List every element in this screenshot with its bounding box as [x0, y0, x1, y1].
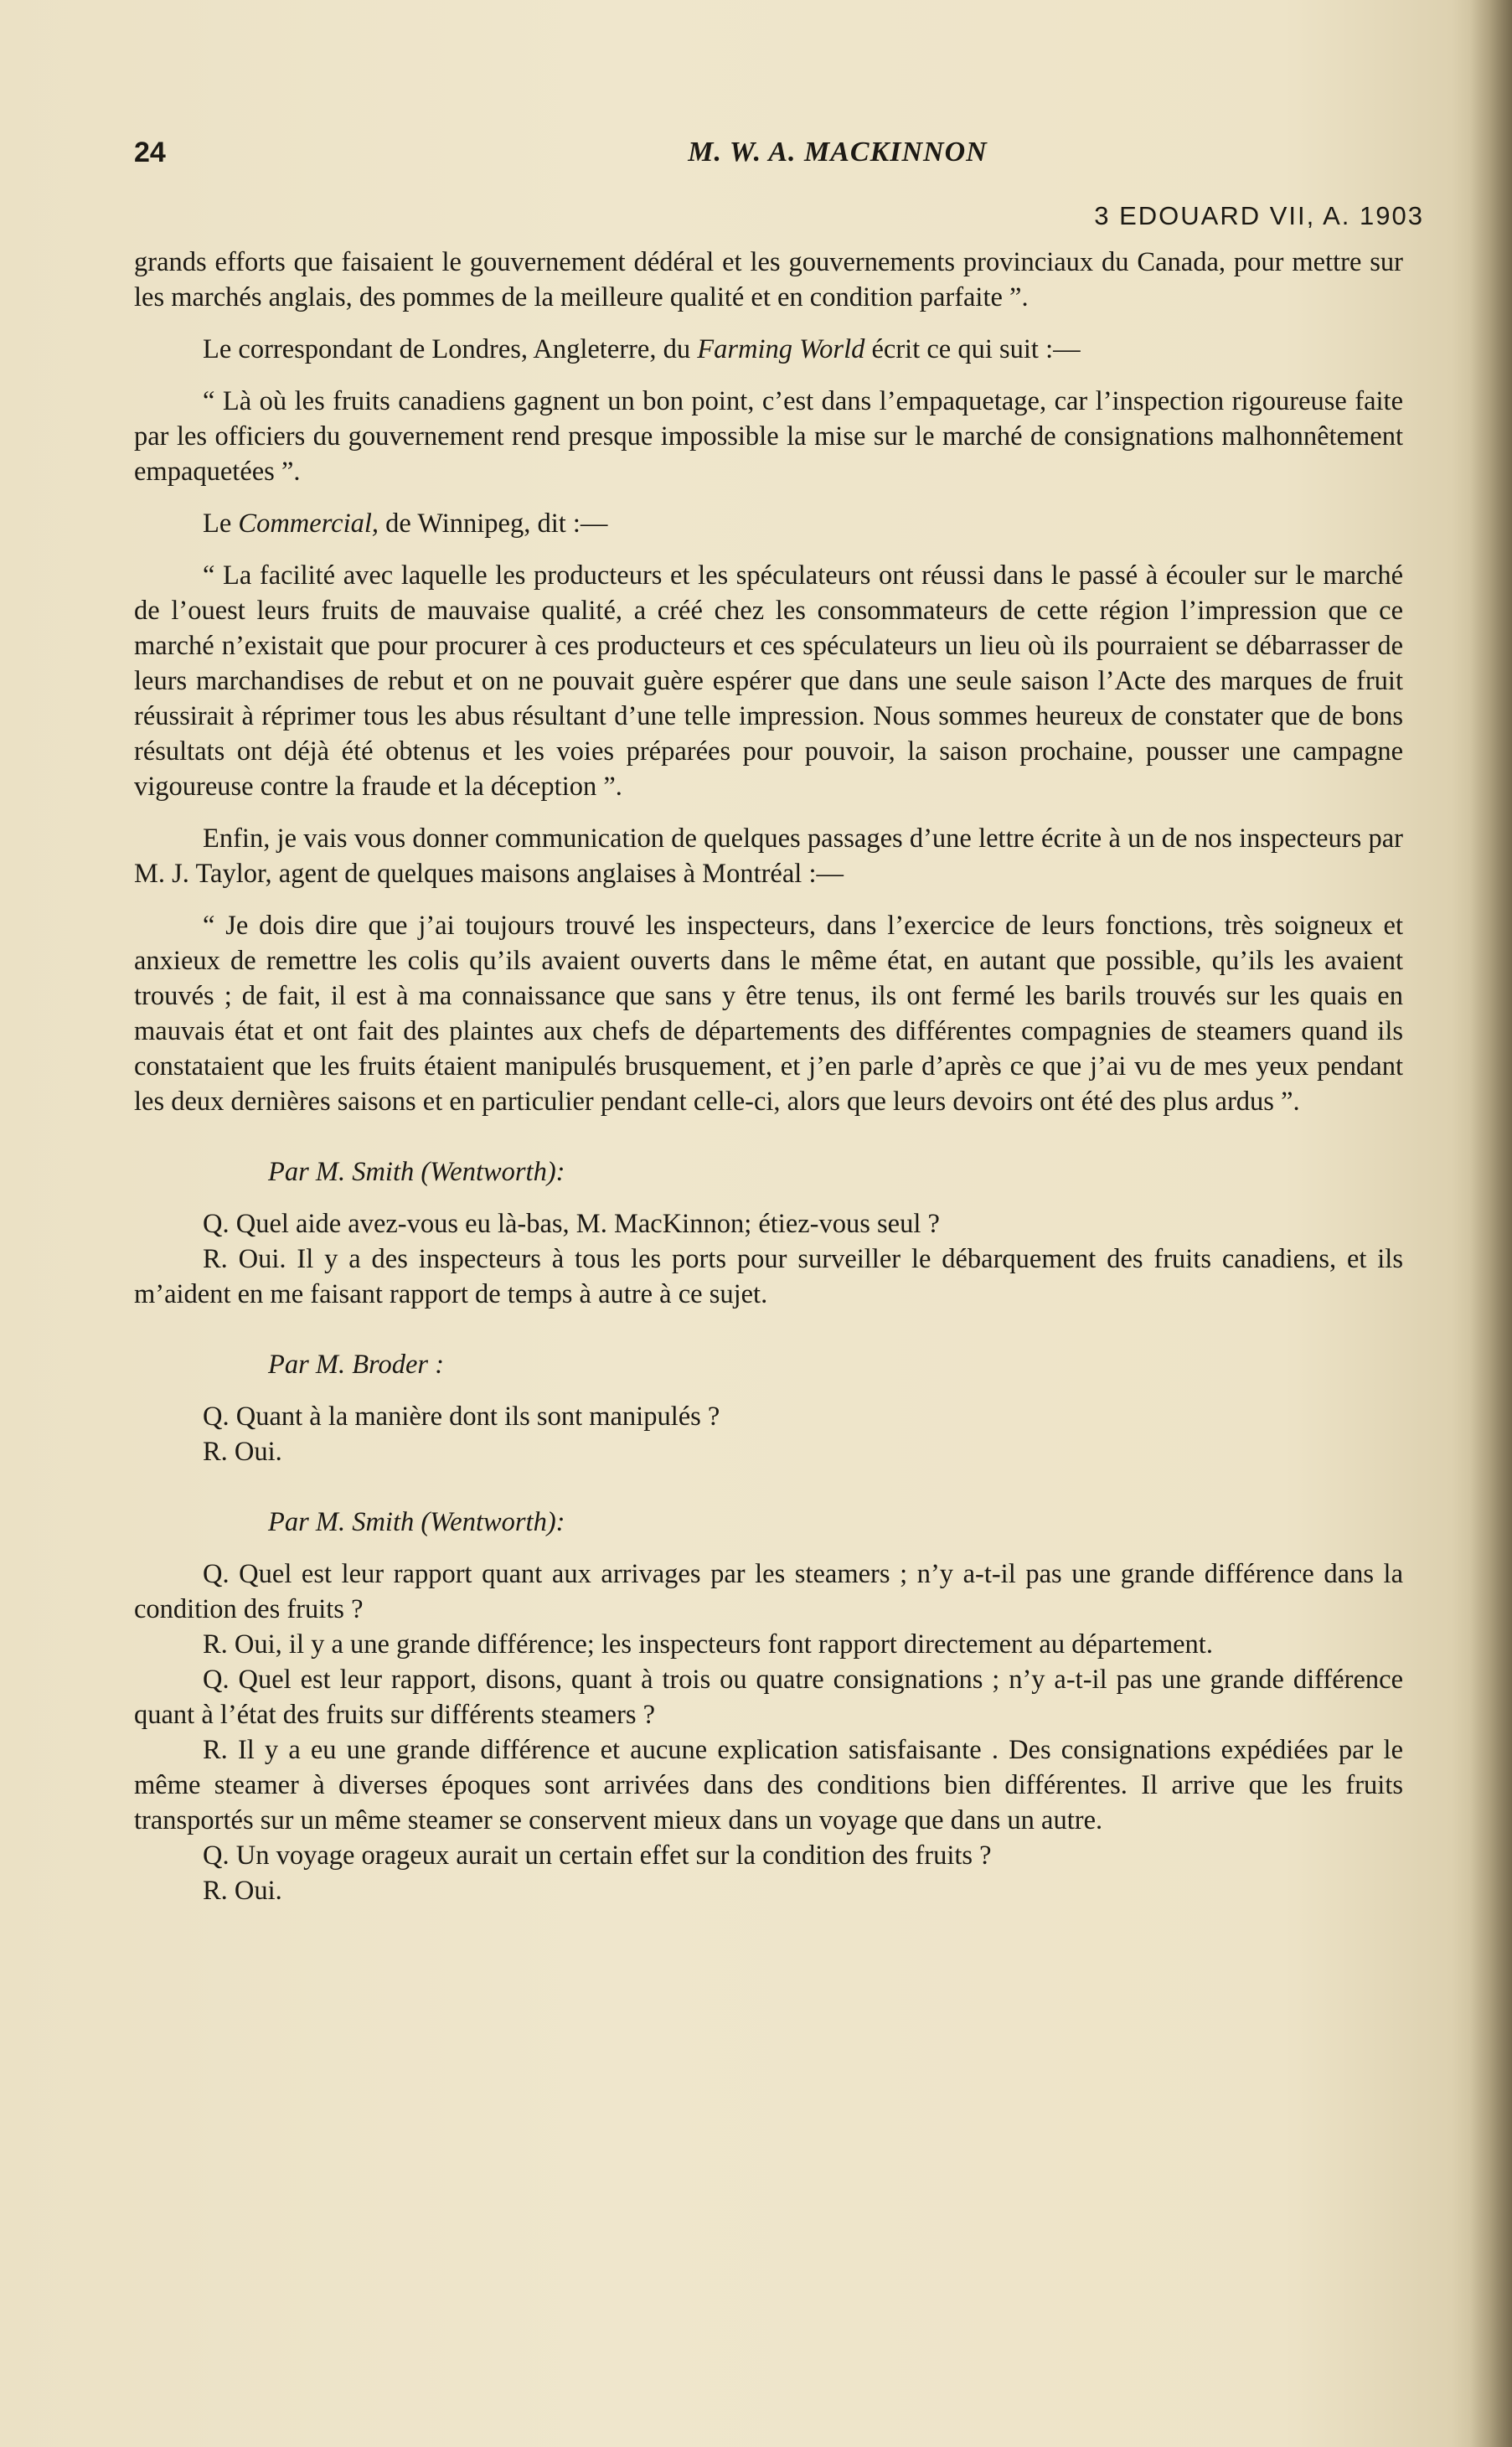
answer: R. Oui.	[203, 1437, 282, 1467]
book-spine-shadow	[1470, 0, 1512, 2447]
answer: R. Oui.	[203, 1876, 282, 1906]
answer: R. Il y a eu une grande différence et aucune explication satisfaisante . Des consignations expédiées par le même steamer à diverses époques sont arrivées dans des conditions bien différentes. Il arrive que les fruits transportés sur un même steamer se conservent mieux dans un voyage que dans un autre.	[134, 1735, 1403, 1835]
text-run: Le correspondant de Londres, Angleterre, du	[203, 334, 698, 364]
answer: R. Oui, il y a une grande différence; les inspecteurs font rapport directement au département.	[203, 1629, 1213, 1660]
text-run: Le	[203, 509, 239, 539]
paragraph-commercial-intro	[134, 506, 1403, 541]
question: Q. Quel aide avez-vous eu là-bas, M. MacKinnon; étiez-vous seul ?	[203, 1209, 940, 1239]
paragraph-taylor-intro: Enfin, je vais vous donner communication de quelques passages d’une lettre écrite à un de nos inspecteurs par M. J. Taylor, agent de quelques maisons anglaises à Montréal :—	[134, 823, 1403, 889]
running-head: M. W. A. MACKINNON	[688, 137, 988, 168]
page-header	[134, 137, 1403, 178]
quote-commercial: “ La facilité avec laquelle les producteurs et les spéculateurs ont réussi dans le passé à écouler sur le marché de l’ouest leurs fruits de mauvaise qualité, a créé chez les consommateurs de cette région l’impression que ce marché n’existait que pour procurer à ces producteurs et ces spéculateurs un lieu où ils pourraient se débarrasser de leurs marchandises de rebut et on ne pouvait guère espérer que dans une seule saison l’Acte des marques de fruit réussirait à réprimer tous les abus résultant d’une telle impression. Nous sommes heureux de constater que de bons résultats ont déjà été obtenus et les voies préparées pour pouvoir, la saison prochaine, pousser une campagne vigoureuse contre la fraude et la déception ”.	[134, 560, 1403, 802]
paragraph-farming-world-intro	[134, 332, 1403, 367]
speaker-heading: Par M. Smith (Wentworth):	[268, 1157, 565, 1187]
speaker-heading: Par M. Broder :	[268, 1350, 445, 1380]
session-reference: 3 EDOUARD VII, A. 1903	[1094, 201, 1424, 230]
question: Q. Quel est leur rapport, disons, quant à trois ou quatre consignations ; n’y a-t-il pas une grande différence quant à l’état des fruits sur différents steamers ?	[134, 1665, 1403, 1730]
quote-taylor: “ Je dois dire que j’ai toujours trouvé les inspecteurs, dans l’exercice de leurs fonctions, très soigneux et anxieux de remettre les colis qu’ils avaient ouverts dans le même état, en autant que possible, qu’ils les avaient trouvés ; de fait, il est à ma connaissance que sans y être tenus, ils ont fermé les barils trouvés sur les quais en mauvais état et ont fait des plaintes aux chefs de départements des différentes compagnies de steamers quand ils constataient que les fruits étaient manipulés brusquement, et j’en parle d’après ce que j’ai vu de mes yeux pendant les deux dernières saisons et en particulier pendant celle-ci, alors que leurs devoirs ont été des plus ardus ”.	[134, 911, 1403, 1117]
text-run: écrit ce qui suit :—	[864, 334, 1081, 364]
question: Q. Un voyage orageux aurait un certain effet sur la condition des fruits ?	[203, 1840, 992, 1871]
paragraph-continuation: grands efforts que faisaient le gouvernement dédéral et les gouvernements provinciaux du Canada, pour mettre sur les marchés anglais, des pommes de la meilleure qualité et en condition parfaite ”.	[134, 247, 1403, 312]
publication-title: Commercial,	[238, 509, 379, 539]
question: Q. Quant à la manière dont ils sont manipulés ?	[203, 1402, 720, 1432]
page-number: 24	[134, 137, 166, 168]
answer: R. Oui. Il y a des inspecteurs à tous les ports pour surveiller le débarquement des fruits canadiens, et ils m’aident en me faisant rapport de temps à autre à ce sujet.	[134, 1244, 1403, 1309]
question: Q. Quel est leur rapport quant aux arrivages par les steamers ; n’y a-t-il pas une grande différence dans la condition des fruits ?	[134, 1559, 1403, 1624]
quote-farming-world: “ Là où les fruits canadiens gagnent un bon point, c’est dans l’empaquetage, car l’inspection rigoureuse faite par les officiers du gouvernement rend presque impossible la mise sur le marché de consignations malhonnêtement empaquetées ”.	[134, 386, 1403, 487]
document-body	[134, 245, 1403, 1908]
speaker-heading: Par M. Smith (Wentworth):	[268, 1507, 565, 1537]
text-run: de Winnipeg, dit :—	[379, 509, 608, 539]
publication-title: Farming World	[697, 334, 865, 364]
